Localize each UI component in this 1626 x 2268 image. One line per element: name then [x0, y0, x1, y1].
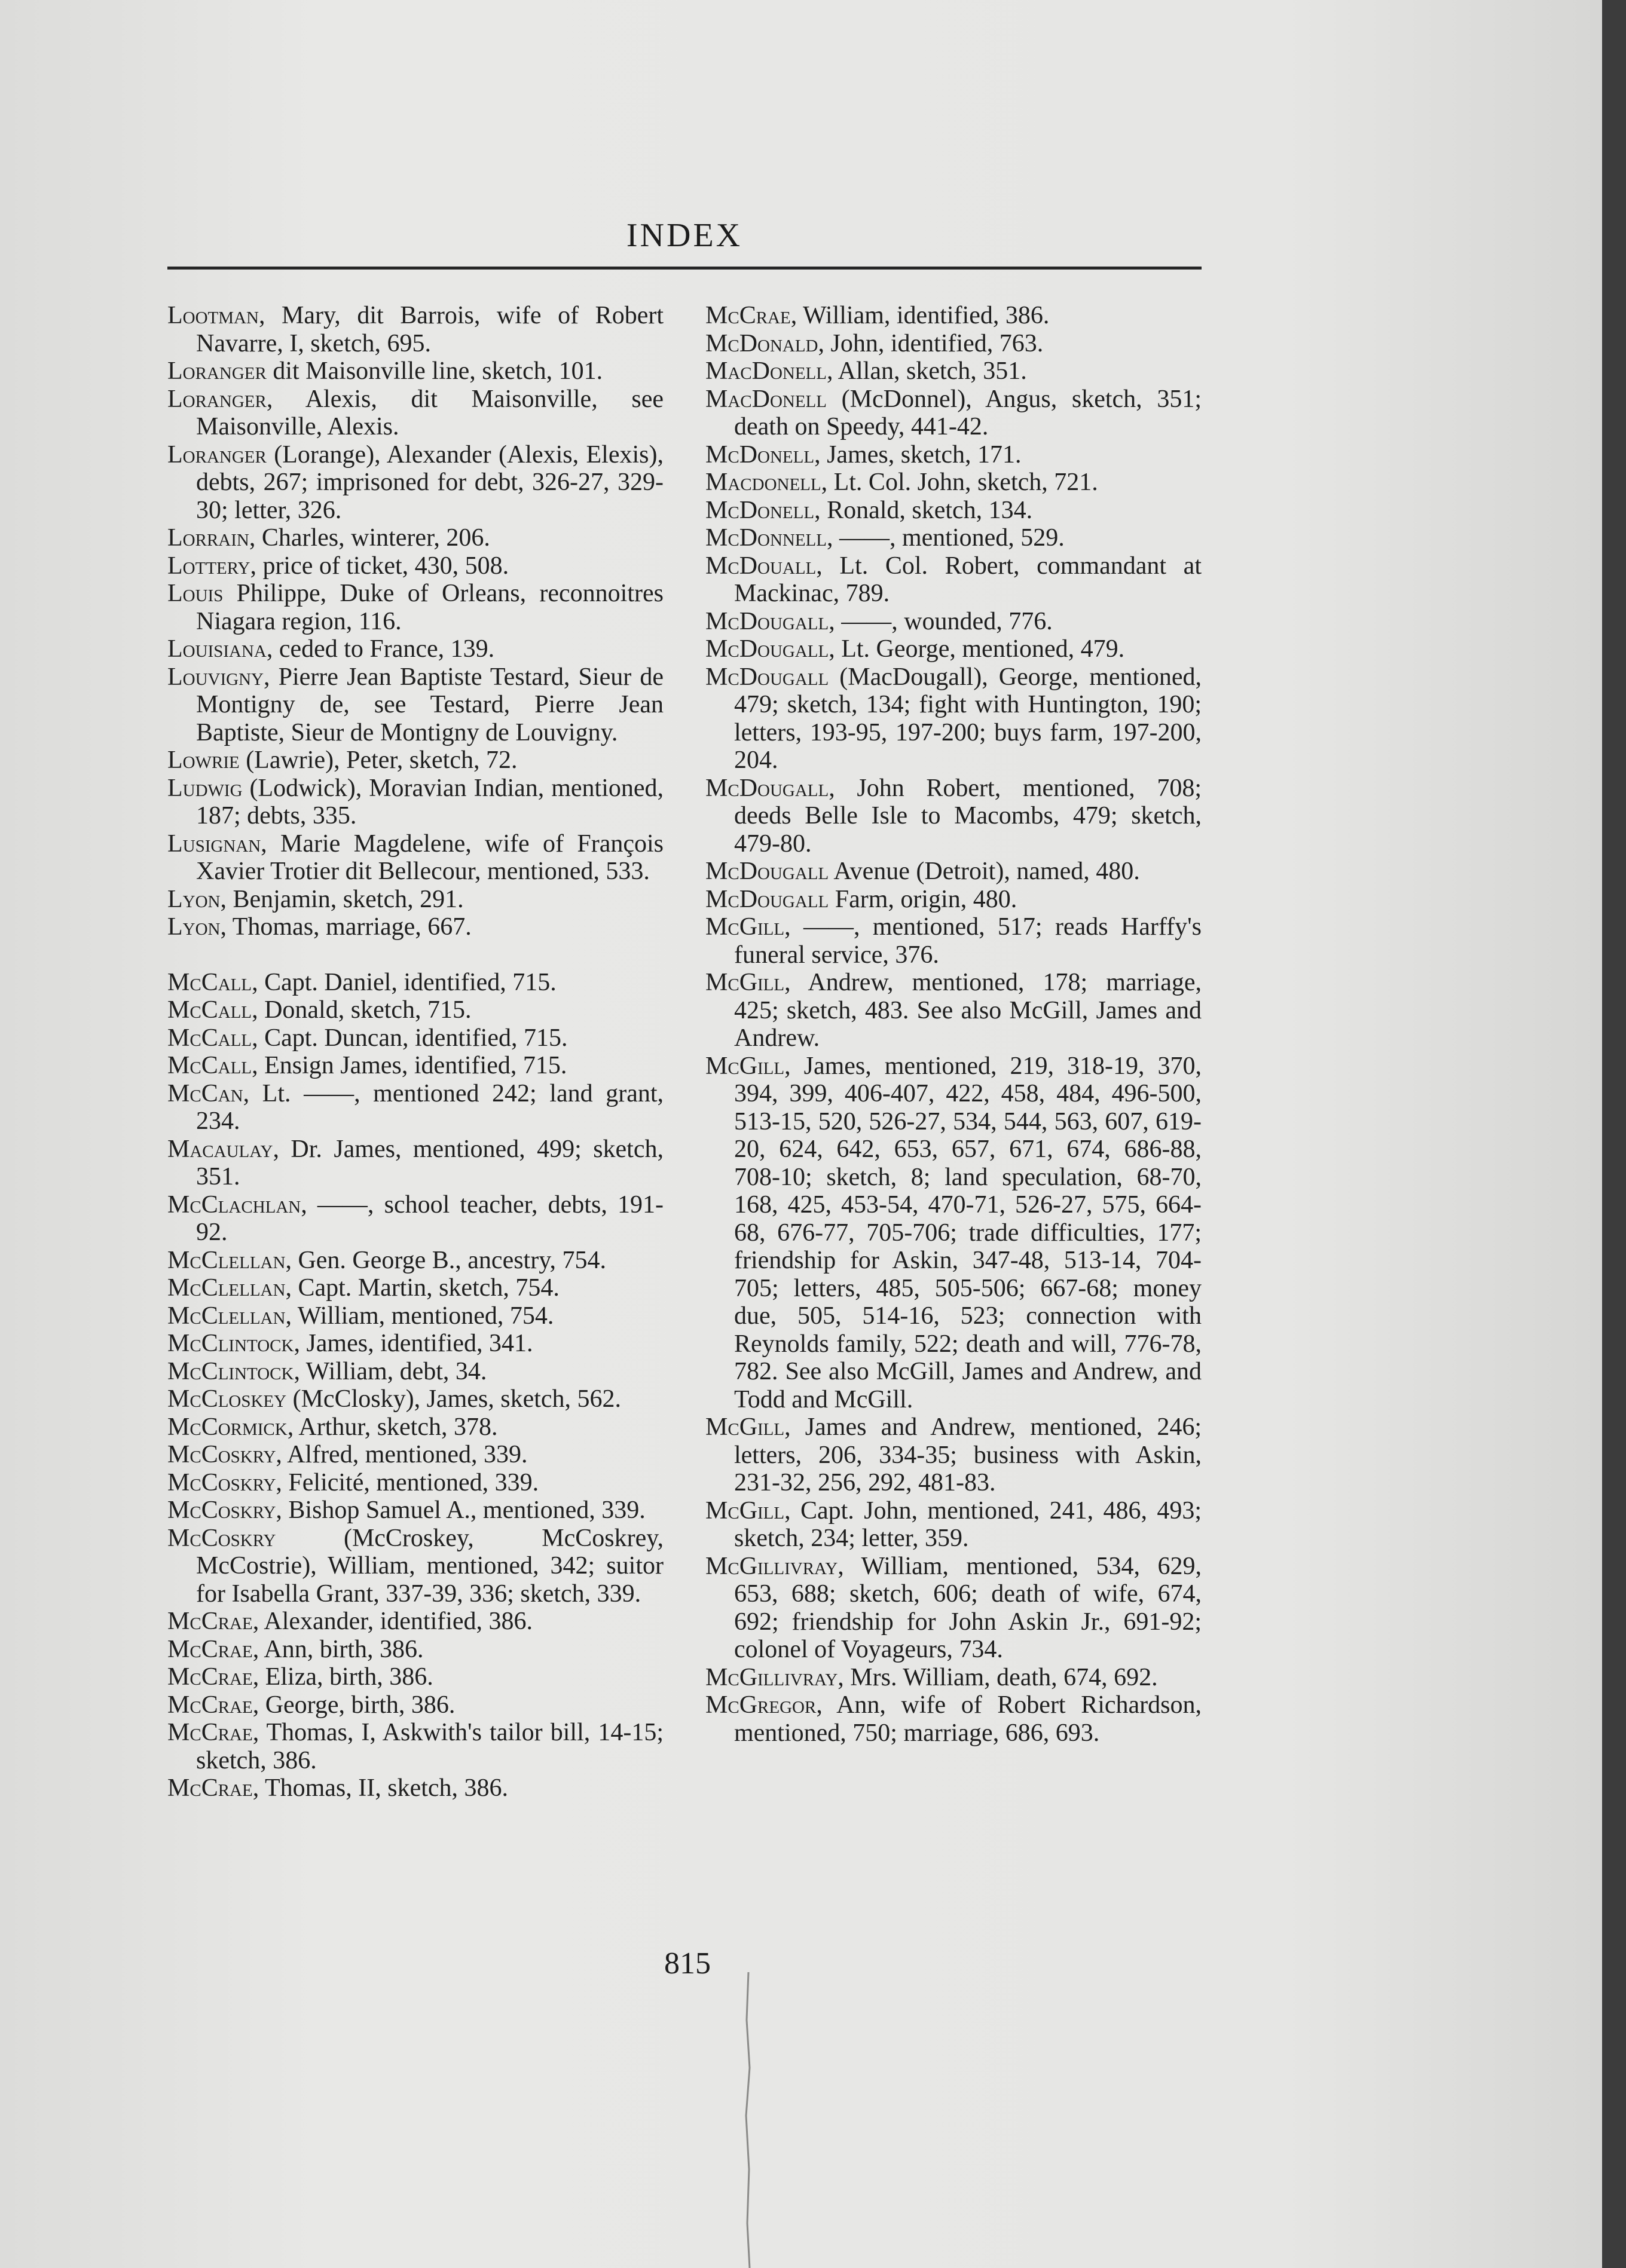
entry-text: , Alfred, mentioned, 339. [276, 1441, 528, 1468]
index-entry [167, 1663, 664, 1691]
index-entry [705, 1413, 1202, 1497]
entry-text: , Gen. George B., ancestry, 754. [285, 1246, 606, 1274]
entry-name: Lootman [167, 302, 259, 329]
entry-name: McClellan [167, 1302, 286, 1330]
index-entry [167, 746, 664, 775]
entry-text: , William, mentioned, 754. [285, 1302, 554, 1330]
entry-text: , ——, wounded, 776. [829, 607, 1053, 635]
entry-text: , Alexis, dit Maisonville, see Maisonville, Alexis. [196, 385, 664, 440]
entry-name: McGill [705, 913, 785, 941]
index-entry [167, 1608, 664, 1636]
index-entry [167, 1247, 664, 1275]
entry-text: (Lawrie), Peter, sketch, 72. [239, 746, 518, 774]
entry-text: (Lorange), Alexander (Alexis, Elexis), debts, 267; imprisoned for debt, 326-27, 329-30; letter, 326. [196, 440, 664, 524]
index-entry [705, 524, 1202, 552]
entry-text: , Andrew, mentioned, 178; marriage, 425; sketch, 483. See also McGill, James and Andrew. [734, 969, 1202, 1052]
entry-text: , Ronald, sketch, 134. [814, 496, 1033, 524]
entry-text: (McDonnel), Angus, sketch, 351; death on Speedy, 441-42. [734, 385, 1202, 440]
entry-text: , James, sketch, 171. [814, 440, 1022, 469]
index-entry [705, 497, 1202, 525]
entry-text: , Lt. ——, mentioned 242; land grant, 234. [196, 1079, 664, 1135]
index-entry [167, 1330, 664, 1358]
index-entry [705, 441, 1202, 469]
index-entry [705, 913, 1202, 969]
entry-text: , Capt. John, mentioned, 241, 486, 493; sketch, 234; letter, 359. [734, 1496, 1202, 1552]
entry-name: McCall [167, 1052, 252, 1079]
index-entry [167, 1636, 664, 1664]
index-entry [705, 775, 1202, 858]
entry-name: McCrae [705, 302, 791, 329]
entry-text: (Lodwick), Moravian Indian, mentioned, 187; debts, 335. [196, 774, 664, 830]
entry-text: , William, debt, 34. [294, 1357, 487, 1385]
entry-text: , Dr. James, mentioned, 499; sketch, 351. [196, 1135, 664, 1190]
index-entry [167, 1080, 664, 1135]
entry-name: McDougall [705, 607, 829, 635]
index-entry [167, 913, 664, 941]
entry-name: Lottery [167, 552, 250, 580]
entry-text: Philippe, Duke of Orleans, reconnoitres Niagara region, 116. [196, 580, 664, 635]
index-entry [167, 1302, 664, 1330]
entry-name: McCrae [167, 1608, 253, 1635]
entry-text: , Pierre Jean Baptiste Testard, Sieur de Montigny de, see Testard, Pierre Jean Baptiste, Sieur de Montigny de Louvigny. [196, 663, 664, 746]
index-entry [167, 1191, 664, 1247]
entry-text: , ——, school teacher, debts, 191-92. [196, 1190, 664, 1246]
index-entry [705, 357, 1202, 385]
entry-text: , Capt. Martin, sketch, 754. [285, 1274, 560, 1302]
index-entry [705, 302, 1202, 330]
entry-name: Macaulay [167, 1135, 273, 1163]
entry-name: McDougall [705, 885, 829, 913]
index-entry [167, 1719, 664, 1774]
entry-name: McCrae [167, 1635, 253, 1663]
entry-text: , William, identified, 386. [790, 302, 1050, 329]
entry-text: (McCroskey, McCoskrey, McCostrie), William, mentioned, 342; suitor for Isabella Grant, 337-39, 336; sketch, 339. [196, 1524, 664, 1608]
entry-text: , Arthur, sketch, 378. [287, 1413, 498, 1441]
entry-text: , Ann, wife of Robert Richardson, mentioned, 750; marriage, 686, 693. [734, 1691, 1202, 1747]
index-entry [167, 357, 664, 385]
entry-name: McCall [167, 1024, 252, 1052]
index-entry [705, 1691, 1202, 1747]
entry-name: McCloskey [167, 1385, 287, 1413]
entry-text: , Thomas, I, Askwith's tailor bill, 14-15; sketch, 386. [196, 1719, 664, 1774]
index-entry [167, 1441, 664, 1469]
entry-name: McDouall [705, 552, 817, 580]
entry-text: , Marie Magdelene, wife of François Xavier Trotier dit Bellecour, mentioned, 533. [196, 830, 664, 885]
index-entry [705, 858, 1202, 886]
entry-name: Lusignan [167, 830, 261, 858]
entry-name: McCan [167, 1079, 243, 1107]
entry-name: McDonald [705, 329, 818, 357]
entry-text: , Bishop Samuel A., mentioned, 339. [276, 1496, 646, 1524]
entry-text: Avenue (Detroit), named, 480. [829, 858, 1140, 885]
index-entry [705, 330, 1202, 358]
entry-text: , Donald, sketch, 715. [252, 996, 472, 1024]
entry-name: McCoskry [167, 1468, 276, 1496]
index-entry [705, 1497, 1202, 1553]
index-entry [167, 775, 664, 830]
entry-text: , price of ticket, 430, 508. [250, 552, 509, 580]
index-entry [167, 302, 664, 357]
index-column-right [705, 302, 1202, 1747]
entry-name: McClintock [167, 1357, 294, 1385]
entry-text: , Charles, winterer, 206. [249, 524, 490, 552]
index-entry [167, 996, 664, 1024]
index-entry [167, 635, 664, 663]
entry-text: , Thomas, marriage, 667. [220, 913, 472, 941]
entry-name: McDonell [705, 440, 815, 469]
index-entry [167, 1052, 664, 1080]
entry-name: McGillivray [705, 1552, 838, 1580]
index-entry [167, 969, 664, 997]
index-entry [705, 886, 1202, 914]
entry-name: McDougall [705, 858, 829, 885]
entry-name: McClintock [167, 1330, 294, 1357]
page-title: INDEX [626, 217, 743, 254]
index-entry [705, 469, 1202, 497]
entry-text: , ——, mentioned, 517; reads Harffy's funeral service, 376. [734, 913, 1202, 969]
index-entry [167, 552, 664, 580]
entry-name: Lyon [167, 913, 221, 941]
entry-name: McCrae [167, 1719, 253, 1746]
entry-text: , Ann, birth, 386. [252, 1635, 424, 1663]
entry-name: McClellan [167, 1274, 286, 1302]
index-entry [167, 1135, 664, 1191]
index-entry [705, 385, 1202, 441]
entry-name: Louis [167, 580, 224, 607]
index-entry [167, 580, 664, 635]
index-entry [167, 1413, 664, 1441]
entry-name: McDonell [705, 496, 815, 524]
entry-text: (MacDougall), George, mentioned, 479; sketch, 134; fight with Huntington, 190; letters, 193-95, 197-200; buys farm, 197-200, 204. [734, 663, 1202, 774]
entry-name: Louvigny [167, 663, 264, 691]
entry-text: , William, mentioned, 534, 629, 653, 688; sketch, 606; death of wife, 674, 692; friendship for John Askin Jr., 691-92; colonel of Voyageurs, 734. [734, 1552, 1202, 1663]
entry-name: McClellan [167, 1246, 286, 1274]
entry-text: , Eliza, birth, 386. [252, 1663, 433, 1691]
entry-name: McGill [705, 969, 785, 996]
entry-text: , ceded to France, 139. [266, 635, 495, 663]
index-entry [167, 1469, 664, 1497]
page-edge-shadow [1602, 0, 1626, 2268]
entry-text: , Allan, sketch, 351. [827, 357, 1027, 385]
entry-text: , Lt. George, mentioned, 479. [829, 635, 1125, 663]
index-entry [705, 1052, 1202, 1414]
index-entry [167, 1274, 664, 1302]
entry-name: McClachlan [167, 1190, 301, 1219]
entry-text: , Benjamin, sketch, 291. [220, 885, 464, 913]
entry-name: MacDonell [705, 385, 827, 413]
index-entry [167, 1496, 664, 1525]
entry-name: MacDonell [705, 357, 827, 385]
index-column-left [167, 302, 664, 1802]
entry-text: Farm, origin, 480. [829, 885, 1017, 913]
index-entry [705, 635, 1202, 663]
page-number: 815 [664, 1946, 711, 1981]
entry-name: McCrae [167, 1774, 253, 1802]
entry-text: , Mary, dit Barrois, wife of Robert Navarre, I, sketch, 695. [196, 302, 664, 357]
entry-name: Lorrain [167, 524, 249, 552]
entry-name: McCoskry [167, 1524, 276, 1552]
entry-text: , Ensign James, identified, 715. [252, 1052, 567, 1079]
entry-text: , James, mentioned, 219, 318-19, 370, 394, 399, 406-407, 422, 458, 484, 496-500, 513-15, 520, 526-27, 534, 544, 563, 607, 619-20, 624, 642, 653, 657, 671, 674, 686-88, 708-10; sketch, 8; land speculation, 68-70, 168, 425, 453-54, 470-71, 526-27, 575, 664-68, 676-77, 705-706; trade difficulties, 177; friendship for Askin, 347-48, 513-14, 704-705; letters, 485, 505-506; 667-68; money due, 505, 514-16, 523; connection with Reynolds family, 522; death and will, 776-78, 782. See also McGill, James and Andrew, and Todd and McGill. [734, 1052, 1202, 1413]
entry-name: McGill [705, 1052, 785, 1080]
entry-name: McGregor [705, 1691, 817, 1719]
entry-text: , Lt. Col. John, sketch, 721. [821, 469, 1098, 496]
entry-name: Lyon [167, 885, 221, 913]
entry-text: (McClosky), James, sketch, 562. [286, 1385, 622, 1413]
entry-name: Macdonell [705, 469, 821, 496]
index-entry [167, 1774, 664, 1802]
index-entry [167, 441, 664, 525]
entry-name: Loranger [167, 357, 267, 385]
entry-text: , George, birth, 386. [252, 1691, 456, 1719]
entry-text: , ——, mentioned, 529. [827, 524, 1065, 552]
section-gap [167, 941, 664, 969]
index-entry [705, 1664, 1202, 1692]
entry-name: McDougall [705, 774, 829, 802]
index-entry [705, 1553, 1202, 1664]
entry-name: McCoskry [167, 1441, 276, 1468]
entry-text: , James and Andrew, mentioned, 246; letters, 206, 334-35; business with Askin, 231-32, 256, 292, 481-83. [734, 1413, 1202, 1496]
index-entry [167, 1024, 664, 1052]
entry-text: , Thomas, II, sketch, 386. [252, 1774, 509, 1802]
entry-text: , Capt. Duncan, identified, 715. [252, 1024, 568, 1052]
entry-name: McDougall [705, 663, 829, 691]
index-entry [167, 524, 664, 552]
index-entry [167, 886, 664, 914]
entry-text: , Mrs. William, death, 674, 692. [838, 1663, 1158, 1691]
entry-text: , James, identified, 341. [294, 1330, 533, 1357]
index-entry [167, 1691, 664, 1719]
index-entry [167, 1385, 664, 1413]
entry-name: Loranger [167, 385, 267, 413]
entry-text: , John, identified, 763. [818, 329, 1044, 357]
entry-text: dit Maisonville line, sketch, 101. [266, 357, 603, 385]
entry-text: , Alexander, identified, 386. [252, 1608, 533, 1635]
index-entry [167, 385, 664, 441]
entry-name: McDougall [705, 635, 829, 663]
index-entry [705, 552, 1202, 608]
index-entry [705, 608, 1202, 636]
index-entry [705, 663, 1202, 775]
index-entry [167, 1358, 664, 1386]
index-entry [167, 1525, 664, 1608]
entry-name: Loranger [167, 440, 267, 469]
entry-text: , Capt. Daniel, identified, 715. [252, 968, 557, 996]
title-rule [167, 267, 1202, 270]
entry-name: McCoskry [167, 1496, 276, 1524]
paper-tear [744, 1972, 753, 2268]
index-entry [167, 663, 664, 747]
entry-text: , Felicité, mentioned, 339. [276, 1468, 539, 1496]
index-entry [167, 830, 664, 886]
entry-name: McCall [167, 968, 252, 996]
entry-name: McDonnell [705, 524, 827, 552]
entry-name: McGillivray [705, 1663, 838, 1691]
entry-name: Lowrie [167, 746, 240, 774]
entry-name: McCrae [167, 1663, 253, 1691]
entry-name: McGill [705, 1413, 785, 1441]
entry-text: , John Robert, mentioned, 708; deeds Belle Isle to Macombs, 479; sketch, 479-80. [734, 774, 1202, 858]
entry-text: , Lt. Col. Robert, commandant at Mackinac, 789. [734, 552, 1202, 607]
entry-name: McCrae [167, 1691, 253, 1719]
entry-name: McGill [705, 1496, 785, 1525]
entry-name: Louisiana [167, 635, 267, 663]
entry-name: McCall [167, 996, 252, 1024]
entry-name: Ludwig [167, 774, 243, 802]
entry-name: McCormick [167, 1413, 288, 1441]
index-entry [705, 969, 1202, 1052]
